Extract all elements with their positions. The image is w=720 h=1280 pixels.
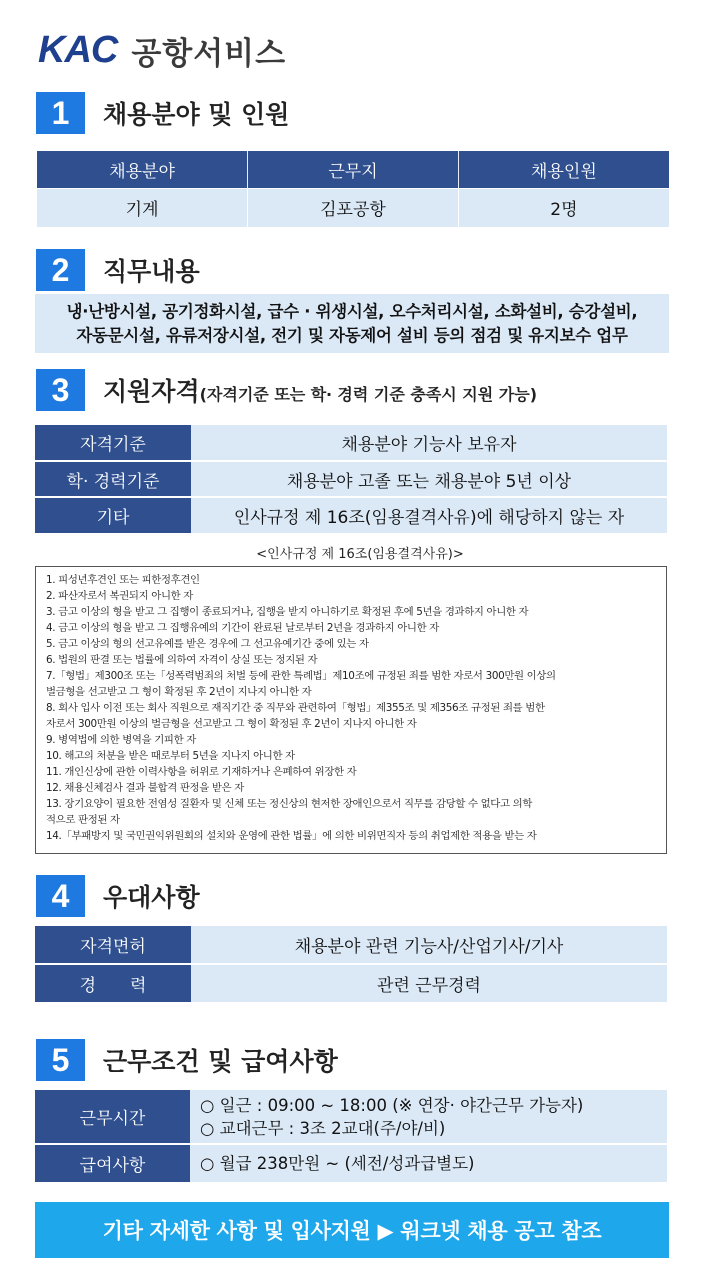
work-conditions-table (35, 1090, 667, 1182)
rule-line: 13. 장기요양이 필요한 전염성 질환자 및 신체 또는 정신상의 현저한 장애인으로서 직무를 감당할 수 없다고 의학 (46, 798, 533, 810)
rule-line: 9. 병역법에 의한 병역을 기피한 자 (46, 734, 196, 746)
rule-line: 7.「형법」제300조 또는「성폭력범죄의 처벌 등에 관한 특례법」제10조에 규정된 죄를 범한 자로서 300만원 이상의 (46, 670, 556, 682)
rule-line: 2. 파산자로서 복권되지 아니한 자 (46, 590, 193, 602)
duty-description (35, 294, 669, 353)
work-hours-line: ○ 교대근무 : 3조 2교대(주/야/비) (200, 1118, 446, 1138)
table-row (37, 188, 669, 227)
section-2-header (36, 249, 200, 291)
rule-line: 10. 해고의 처분을 받은 때로부터 5년을 지나지 아니한 자 (46, 750, 295, 762)
recruit-table (37, 151, 669, 227)
row-value: ○ 월급 238만원 ~ (세전/성과급별도) (190, 1144, 667, 1182)
rule-line: 4. 금고 이상의 형을 받고 그 집행유예의 기간이 완료된 날로부터 2년을 경과하지 아니한 자 (46, 622, 439, 634)
row-label: 자격면허 (35, 926, 191, 964)
work-hours-line: ○ 일근 : 09:00 ~ 18:00 (※ 연장‧ 야간근무 가능자) (200, 1095, 584, 1115)
row-value: 채용분야 기능사 보유자 (191, 425, 667, 461)
row-label: 자격기준 (35, 425, 191, 461)
section-5-number: 5 (36, 1039, 85, 1081)
rule-line: 벌금형을 선고받고 그 형이 확정된 후 2년이 지나지 아니한 자 (46, 686, 312, 698)
table-header-cell: 근무지 (248, 151, 459, 188)
duty-line: 자동문시설, 유류저장시설, 전기 및 자동제어 설비 등의 점검 및 유지보수 업무 (76, 326, 628, 345)
table-row (35, 1090, 667, 1144)
table-row (35, 425, 667, 461)
rule-line: 11. 개인신상에 관한 이력사항을 허위로 기재하거나 은폐하여 위장한 자 (46, 766, 357, 778)
section-1-number: 1 (36, 92, 85, 134)
row-value: 채용분야 고졸 또는 채용분야 5년 이상 (191, 461, 667, 497)
rule-line: 6. 법원의 판결 또는 법률에 의하여 자격이 상실 또는 정지된 자 (46, 654, 318, 666)
rule-line: 5. 금고 이상의 형의 선고유예를 받은 경우에 그 선고유예기간 중에 있는 자 (46, 638, 369, 650)
rule-line: 적으로 판정된 자 (46, 814, 120, 826)
table-header-cell: 채용분야 (37, 151, 248, 188)
section-5-title: 근무조건 및 급여사항 (103, 1047, 338, 1076)
rule-line: 1. 피성년후견인 또는 피한정후견인 (46, 574, 200, 586)
table-row (35, 926, 667, 964)
rule-line: 8. 회사 입사 이전 또는 회사 직원으로 재직기간 중 직무와 관련하여「형법」제355조 및 제356조 규정된 죄를 범한 (46, 702, 545, 714)
row-label: 경 력 (35, 964, 191, 1002)
row-label: 급여사항 (35, 1144, 190, 1182)
company-logo (38, 28, 286, 72)
rules-caption: <인사규정 제 16조(임용결격사유)> (256, 547, 464, 562)
row-value: 인사규정 제 16조(임용결격사유)에 해당하지 않는 자 (191, 497, 667, 533)
row-value: 관련 근무경력 (191, 964, 667, 1002)
section-2-number: 2 (36, 249, 85, 291)
section-4-title: 우대사항 (103, 883, 200, 912)
preference-table (35, 926, 667, 1002)
company-name: 공항서비스 (131, 35, 287, 72)
section-3-title (103, 372, 537, 408)
disqualification-rules-box (35, 566, 667, 854)
kac-logo-mark: KAC (38, 28, 118, 71)
section-3-header (36, 369, 537, 411)
section-4-number: 4 (36, 875, 85, 917)
table-cell: 김포공항 (248, 188, 459, 227)
section-2-title: 직무내용 (103, 257, 200, 286)
table-row (35, 964, 667, 1002)
section-1-header (36, 92, 289, 134)
row-label: 학‧ 경력기준 (35, 461, 191, 497)
row-value (190, 1090, 667, 1144)
section-3-number: 3 (36, 369, 85, 411)
row-label: 기타 (35, 497, 191, 533)
section-3-subtitle: (자격기준 또는 학‧ 경력 기준 충족시 지원 가능) (199, 385, 538, 404)
rule-line: 3. 금고 이상의 형을 받고 그 집행이 종료되거나, 집행을 받지 아니하기로 확정된 후에 5년을 경과하지 아니한 자 (46, 606, 529, 618)
duty-line: 냉·난방시설, 공기정화시설, 급수 · 위생시설, 오수처리시설, 소화설비, 승강설비, (66, 302, 638, 321)
row-value: 채용분야 관련 기능사/산업기사/기사 (191, 926, 667, 964)
table-cell: 2명 (458, 188, 669, 227)
section-4-header (36, 875, 200, 917)
table-row (35, 497, 667, 533)
row-label: 근무시간 (35, 1090, 190, 1144)
table-header-cell: 채용인원 (458, 151, 669, 188)
section-3-title-text: 지원자격 (103, 377, 200, 406)
rule-line: 12. 채용신체검사 결과 불합격 판정을 받은 자 (46, 782, 244, 794)
table-cell: 기계 (37, 188, 248, 227)
table-row (35, 461, 667, 497)
rule-line: 자로서 300만원 이상의 벌금형을 선고받고 그 형이 확정된 후 2년이 지나지 아니한 자 (46, 718, 417, 730)
table-header-row (37, 151, 669, 188)
apply-info-banner[interactable]: 기타 자세한 사항 및 입사지원 ▶ 워크넷 채용 공고 참조 (35, 1202, 669, 1258)
table-row (35, 1144, 667, 1182)
section-5-header (36, 1039, 338, 1081)
qualification-table (35, 425, 667, 533)
rule-line: 14.「부패방지 및 국민권익위원회의 설치와 운영에 관한 법률」에 의한 비위면직자 등의 취업제한 적용을 받는 자 (46, 830, 537, 842)
section-1-title: 채용분야 및 인원 (103, 100, 290, 129)
